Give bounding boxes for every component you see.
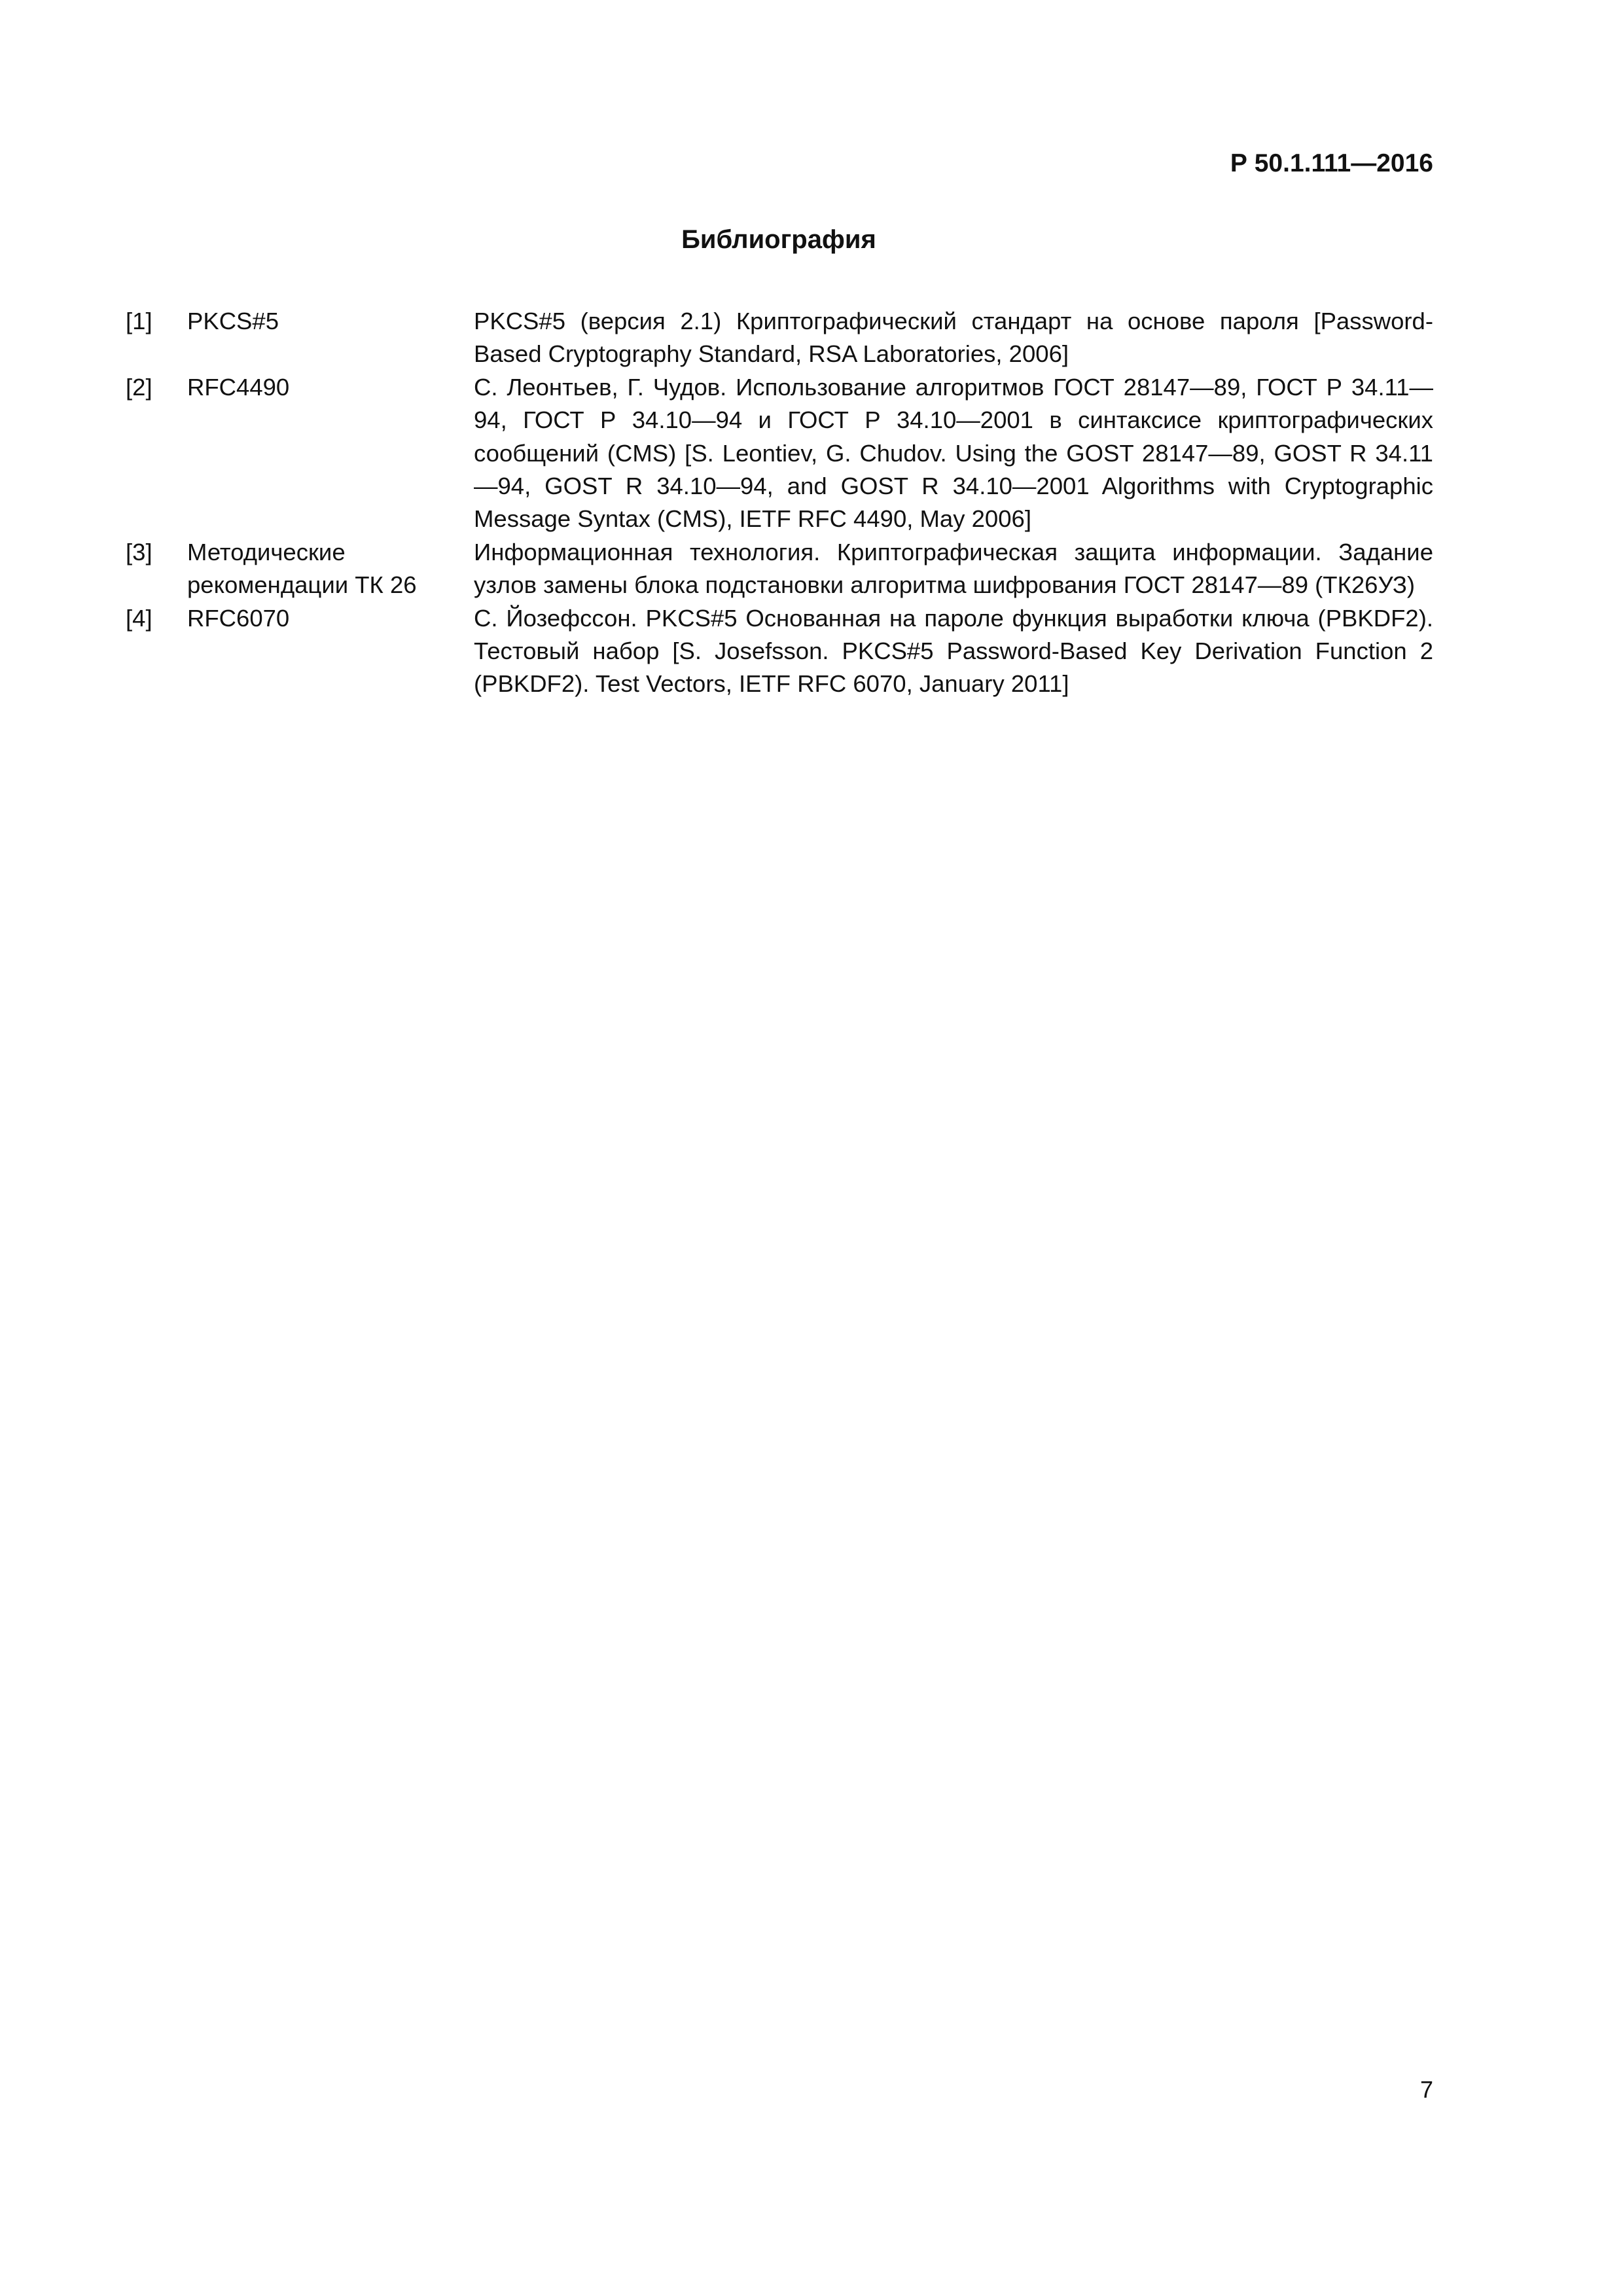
section-title: Библиография — [681, 225, 876, 254]
entry-number: [1] — [126, 308, 152, 334]
bibliography-entry — [126, 602, 1433, 701]
entry-description: С. Йозефссон. PKCS#5 Основанная на пароле функция выработки ключа (PBKDF2). Тестовый набор [S. Josefsson. PKCS#5 Password-Based Key Derivation Function 2 (PBKDF2). Test Vectors, IETF RFC 6070, January 2011] — [474, 604, 1433, 698]
entry-short-ref: PKCS#5 — [187, 308, 279, 334]
document-code: Р 50.1.111—2016 — [1230, 149, 1433, 177]
entry-short-ref: RFC6070 — [187, 604, 290, 632]
entry-description: PKCS#5 (версия 2.1) Криптографический стандарт на основе пароля [Password-Based Cryptography Standard, RSA Laboratories, 2006] — [474, 308, 1433, 368]
bibliography-list — [126, 305, 1433, 701]
entry-description: Информационная технология. Криптографическая защита информации. Задание узлов замены блока подстановки алгоритма шифрования ГОСТ 28147—89 (ТК26УЗ) — [474, 538, 1433, 599]
entry-short-ref: Методические рекомендации ТК 26 — [187, 538, 417, 599]
bibliography-entry — [126, 305, 1433, 371]
entry-short-ref: RFC4490 — [187, 373, 290, 401]
bibliography-entry — [126, 536, 1433, 602]
page-number: 7 — [1419, 2076, 1433, 2103]
entry-number: [4] — [126, 604, 152, 632]
entry-number: [3] — [126, 538, 152, 565]
entry-number: [2] — [126, 373, 152, 401]
bibliography-entry — [126, 371, 1433, 536]
entry-description: С. Леонтьев, Г. Чудов. Использование алгоритмов ГОСТ 28147—89, ГОСТ Р 34.11—94, ГОСТ Р 34.10—94 и ГОСТ Р 34.10—2001 в синтаксисе криптографических сообщений (CMS) [S. Leontiev, G. Chudov. Using the GOST 28147—89, GOST R 34.11—94, GOST R 34.10—94, and GOST R 34.10—2001 Algorithms with Cryptographic Message Syntax (CMS), IETF RFC 4490, May 2006] — [474, 373, 1433, 533]
